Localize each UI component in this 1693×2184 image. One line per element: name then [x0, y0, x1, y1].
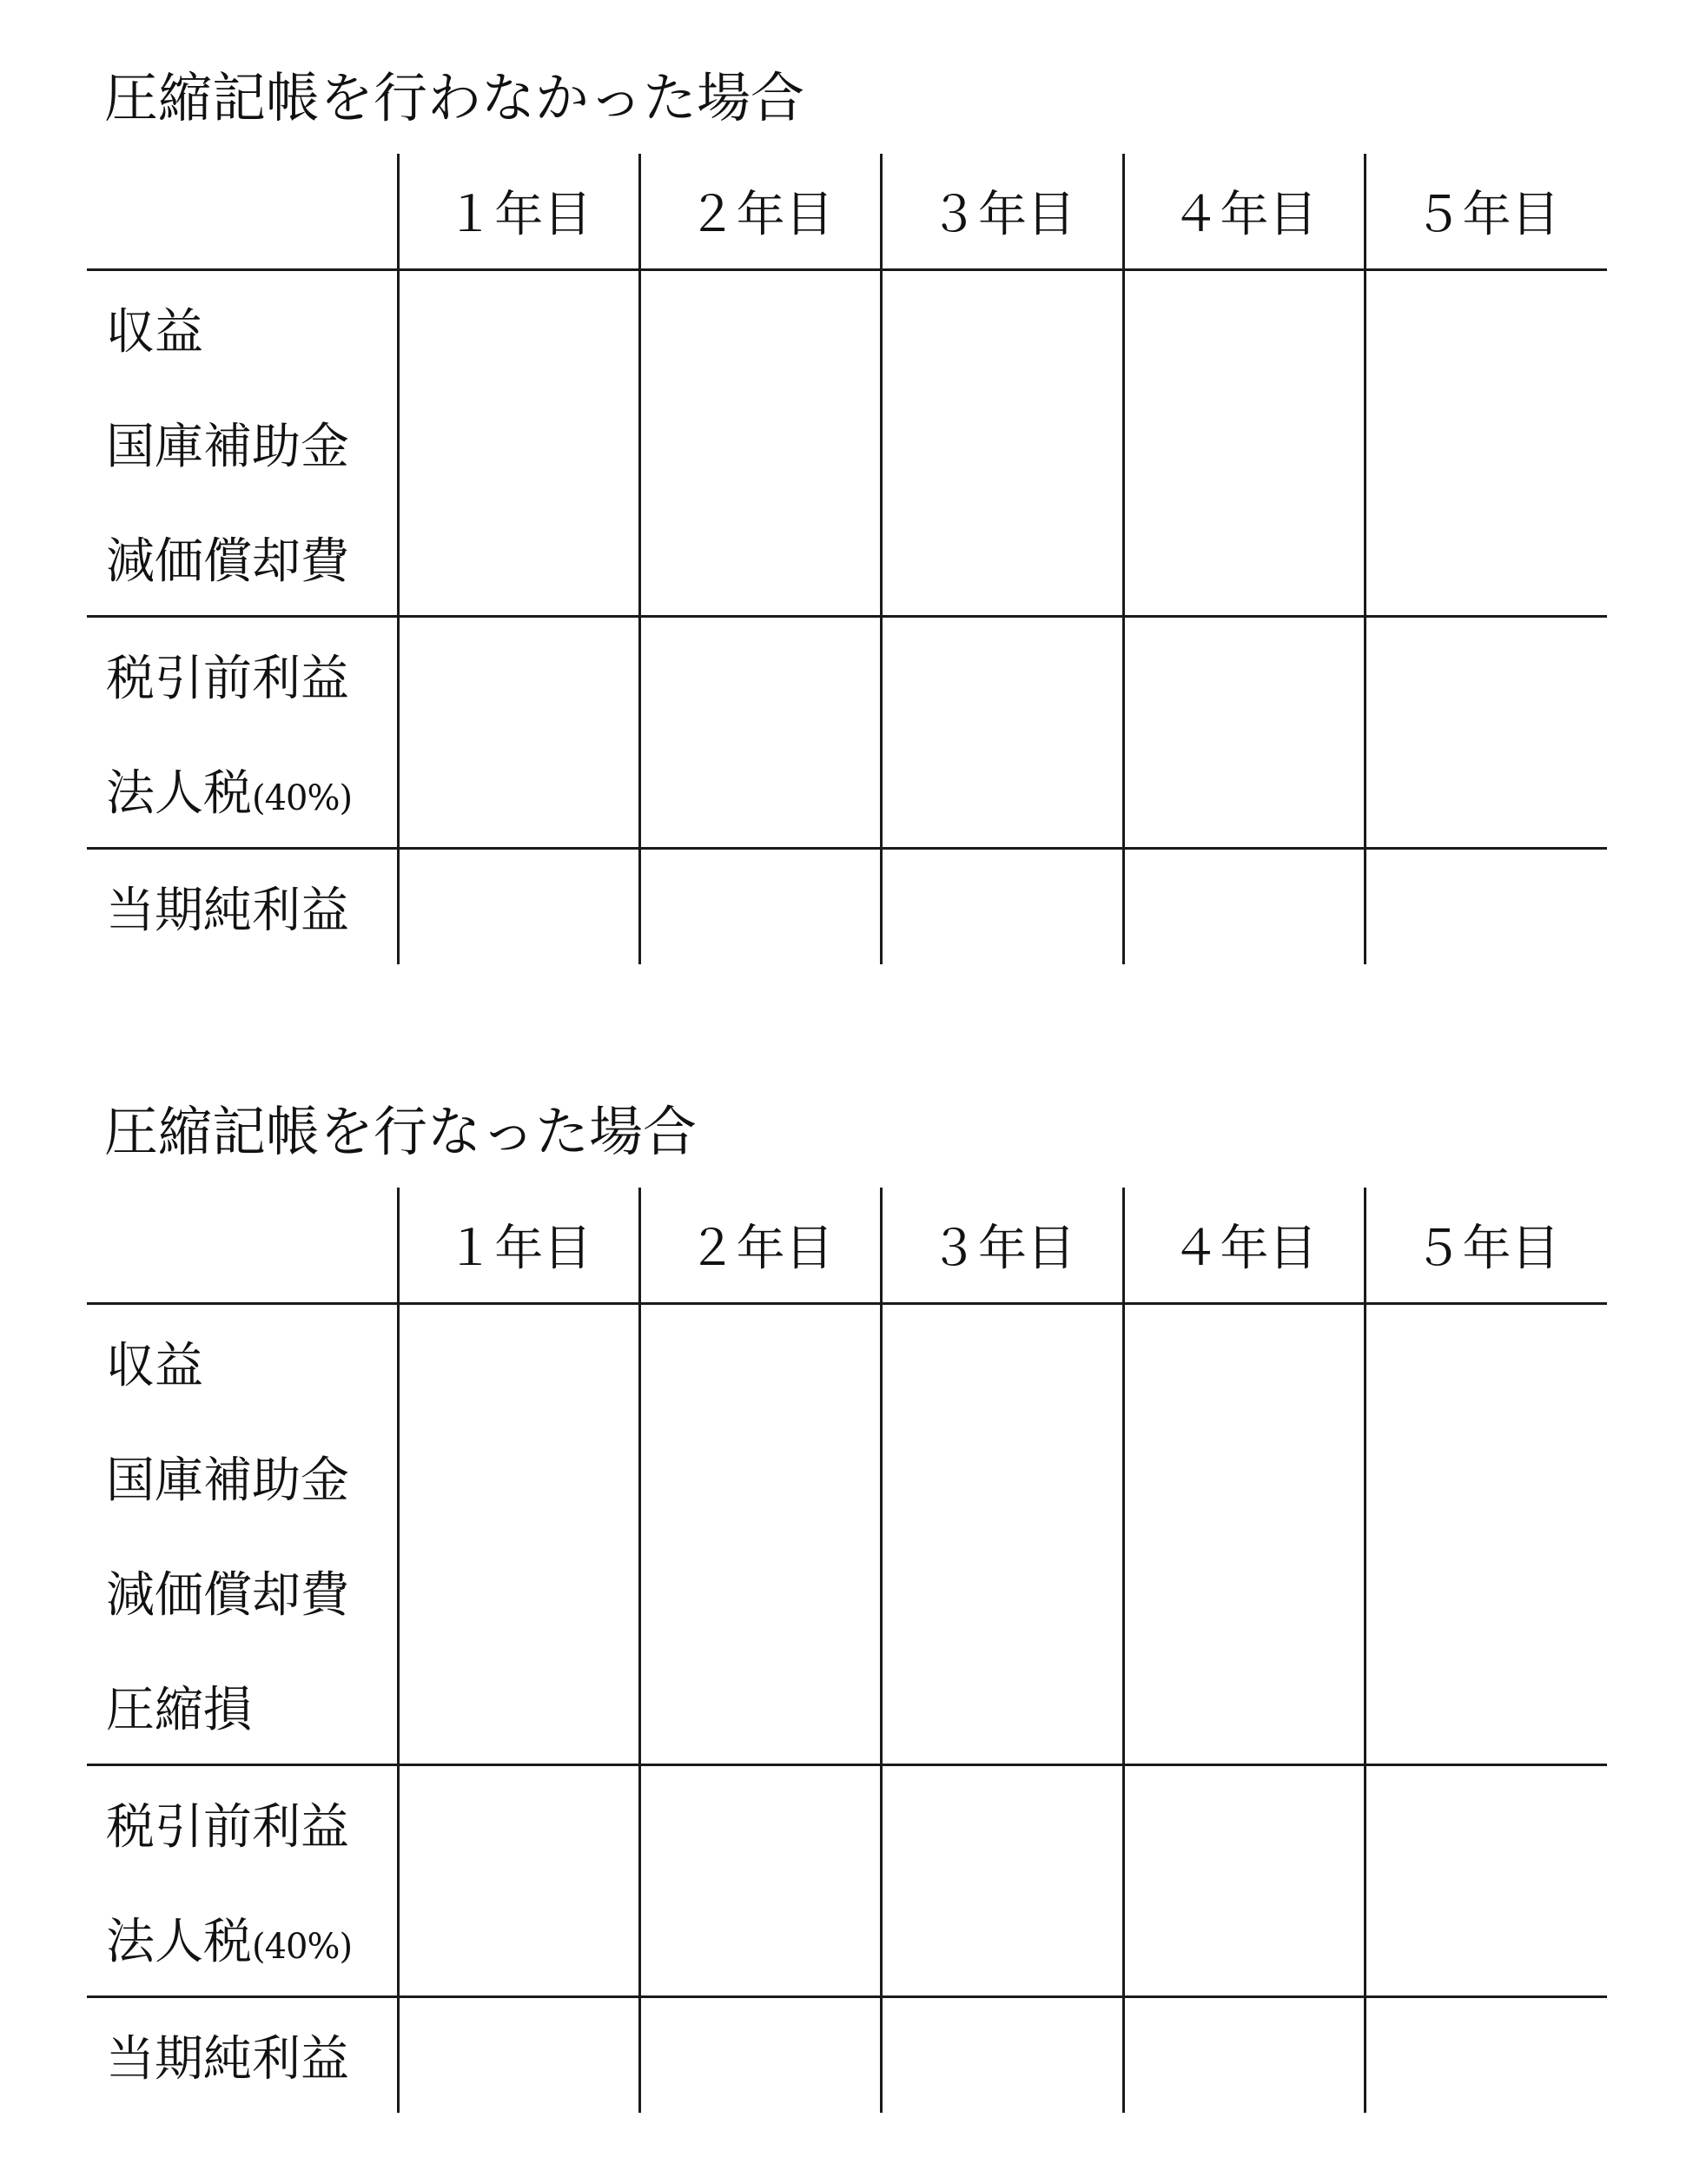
corporate-tax-rate: (40%) — [252, 1927, 353, 1967]
cell-corporate-tax-year-5[interactable] — [1366, 1881, 1607, 1997]
cell-depreciation-year-4[interactable] — [1123, 1534, 1365, 1649]
cell-net-income-year-1[interactable] — [398, 1997, 639, 2114]
header-corner — [87, 1188, 398, 1304]
row-revenue — [87, 270, 1607, 387]
cell-revenue-year-5[interactable] — [1366, 270, 1607, 387]
year-header-1: １年目 — [398, 154, 639, 270]
cell-depreciation-year-3[interactable] — [882, 1534, 1123, 1649]
row-pretax-income — [87, 617, 1607, 733]
cell-compression-loss-year-1[interactable] — [398, 1649, 639, 1765]
row-label-compression-loss: 圧縮損 — [106, 1682, 252, 1738]
row-corporate-tax — [87, 732, 1607, 849]
row-net-income — [87, 1997, 1607, 2114]
cell-corporate-tax-year-4[interactable] — [1123, 732, 1365, 849]
cell-net-income-year-2[interactable] — [639, 1997, 881, 2114]
cell-pretax-income-year-1[interactable] — [398, 1765, 639, 1882]
row-label-subsidy: 国庫補助金 — [106, 1453, 349, 1509]
cell-net-income-year-3[interactable] — [882, 1997, 1123, 2114]
cell-net-income-year-4[interactable] — [1123, 849, 1365, 965]
cell-subsidy-year-1[interactable] — [398, 1420, 639, 1534]
header-corner — [87, 154, 398, 270]
cell-depreciation-year-2[interactable] — [639, 1534, 881, 1649]
cell-pretax-income-year-3[interactable] — [882, 617, 1123, 733]
cell-corporate-tax-year-1[interactable] — [398, 1881, 639, 1997]
cell-depreciation-year-1[interactable] — [398, 1534, 639, 1649]
row-label-depreciation: 減価償却費 — [106, 533, 349, 590]
cell-net-income-year-1[interactable] — [398, 849, 639, 965]
row-label-pretax-income: 税引前利益 — [87, 1765, 398, 1882]
cell-depreciation-year-4[interactable] — [1123, 500, 1365, 617]
cell-depreciation-year-5[interactable] — [1366, 1534, 1607, 1649]
year-header-5: ５年目 — [1366, 1188, 1607, 1304]
cell-net-income-year-5[interactable] — [1366, 1997, 1607, 2114]
cell-subsidy-year-2[interactable] — [639, 1420, 881, 1534]
header-row — [87, 154, 1607, 270]
row-compression-loss — [87, 1649, 1607, 1765]
row-label-revenue: 収益 — [87, 1304, 398, 1420]
row-corporate-tax — [87, 1881, 1607, 1997]
year-header-3: ３年目 — [882, 154, 1123, 270]
cell-compression-loss-year-4[interactable] — [1123, 1649, 1365, 1765]
cell-subsidy-year-1[interactable] — [398, 386, 639, 500]
cell-pretax-income-year-3[interactable] — [882, 1765, 1123, 1882]
corporate-tax-label: 法人税 — [106, 765, 252, 822]
year-header-5: ５年目 — [1366, 154, 1607, 270]
cell-pretax-income-year-2[interactable] — [639, 617, 881, 733]
row-label-net-income: 当期純利益 — [87, 1997, 398, 2114]
cell-corporate-tax-year-1[interactable] — [398, 732, 639, 849]
income-table-with-compression — [87, 1188, 1607, 2113]
year-header-4: ４年目 — [1123, 1188, 1365, 1304]
row-subsidy — [87, 386, 1607, 500]
cell-pretax-income-year-5[interactable] — [1366, 617, 1607, 733]
row-net-income — [87, 849, 1607, 965]
row-label-revenue: 収益 — [87, 270, 398, 387]
cell-depreciation-year-5[interactable] — [1366, 500, 1607, 617]
header-row — [87, 1188, 1607, 1304]
cell-subsidy-year-4[interactable] — [1123, 1420, 1365, 1534]
row-label-net-income: 当期純利益 — [87, 849, 398, 965]
row-subsidy — [87, 1420, 1607, 1534]
corporate-tax-label: 法人税 — [106, 1914, 252, 1970]
year-header-4: ４年目 — [1123, 154, 1365, 270]
cell-net-income-year-2[interactable] — [639, 849, 881, 965]
row-label-corporate-tax — [87, 732, 398, 849]
cell-subsidy-year-5[interactable] — [1366, 1420, 1607, 1534]
cell-corporate-tax-year-2[interactable] — [639, 1881, 881, 1997]
section-title-without-compression: 圧縮記帳を行わなかった場合 — [104, 66, 805, 129]
row-label-pretax-income: 税引前利益 — [87, 617, 398, 733]
cell-revenue-year-5[interactable] — [1366, 1304, 1607, 1420]
cell-compression-loss-year-2[interactable] — [639, 1649, 881, 1765]
row-revenue — [87, 1304, 1607, 1420]
cell-subsidy-year-4[interactable] — [1123, 386, 1365, 500]
row-depreciation — [87, 1534, 1607, 1649]
cell-compression-loss-year-5[interactable] — [1366, 1649, 1607, 1765]
cell-revenue-year-1[interactable] — [398, 1304, 639, 1420]
cell-corporate-tax-year-3[interactable] — [882, 732, 1123, 849]
cell-compression-loss-year-3[interactable] — [882, 1649, 1123, 1765]
cell-corporate-tax-year-3[interactable] — [882, 1881, 1123, 1997]
cell-net-income-year-5[interactable] — [1366, 849, 1607, 965]
cell-subsidy-year-3[interactable] — [882, 1420, 1123, 1534]
cell-net-income-year-4[interactable] — [1123, 1997, 1365, 2114]
cell-corporate-tax-year-4[interactable] — [1123, 1881, 1365, 1997]
cell-revenue-year-4[interactable] — [1123, 1304, 1365, 1420]
cell-depreciation-year-1[interactable] — [398, 500, 639, 617]
cell-corporate-tax-year-5[interactable] — [1366, 732, 1607, 849]
cell-pretax-income-year-4[interactable] — [1123, 617, 1365, 733]
section-title-with-compression: 圧縮記帳を行なった場合 — [104, 1100, 698, 1163]
corporate-tax-rate: (40%) — [252, 778, 353, 818]
cell-revenue-year-3[interactable] — [882, 1304, 1123, 1420]
year-header-1: １年目 — [398, 1188, 639, 1304]
cell-pretax-income-year-4[interactable] — [1123, 1765, 1365, 1882]
row-label-subsidy: 国庫補助金 — [106, 419, 349, 475]
year-header-2: ２年目 — [639, 1188, 881, 1304]
cell-corporate-tax-year-2[interactable] — [639, 732, 881, 849]
cell-pretax-income-year-5[interactable] — [1366, 1765, 1607, 1882]
cell-depreciation-year-2[interactable] — [639, 500, 881, 617]
cell-net-income-year-3[interactable] — [882, 849, 1123, 965]
cell-revenue-year-2[interactable] — [639, 270, 881, 387]
cell-revenue-year-4[interactable] — [1123, 270, 1365, 387]
row-pretax-income — [87, 1765, 1607, 1882]
row-label-corporate-tax — [87, 1881, 398, 1997]
cell-pretax-income-year-1[interactable] — [398, 617, 639, 733]
cell-revenue-year-3[interactable] — [882, 270, 1123, 387]
cell-subsidy-year-2[interactable] — [639, 386, 881, 500]
cell-pretax-income-year-2[interactable] — [639, 1765, 881, 1882]
year-header-2: ２年目 — [639, 154, 881, 270]
cell-subsidy-year-5[interactable] — [1366, 386, 1607, 500]
cell-depreciation-year-3[interactable] — [882, 500, 1123, 617]
year-header-3: ３年目 — [882, 1188, 1123, 1304]
cell-revenue-year-2[interactable] — [639, 1304, 881, 1420]
row-label-depreciation: 減価償却費 — [106, 1567, 349, 1624]
cell-subsidy-year-3[interactable] — [882, 386, 1123, 500]
cell-revenue-year-1[interactable] — [398, 270, 639, 387]
row-depreciation — [87, 500, 1607, 617]
income-table-without-compression — [87, 154, 1607, 964]
